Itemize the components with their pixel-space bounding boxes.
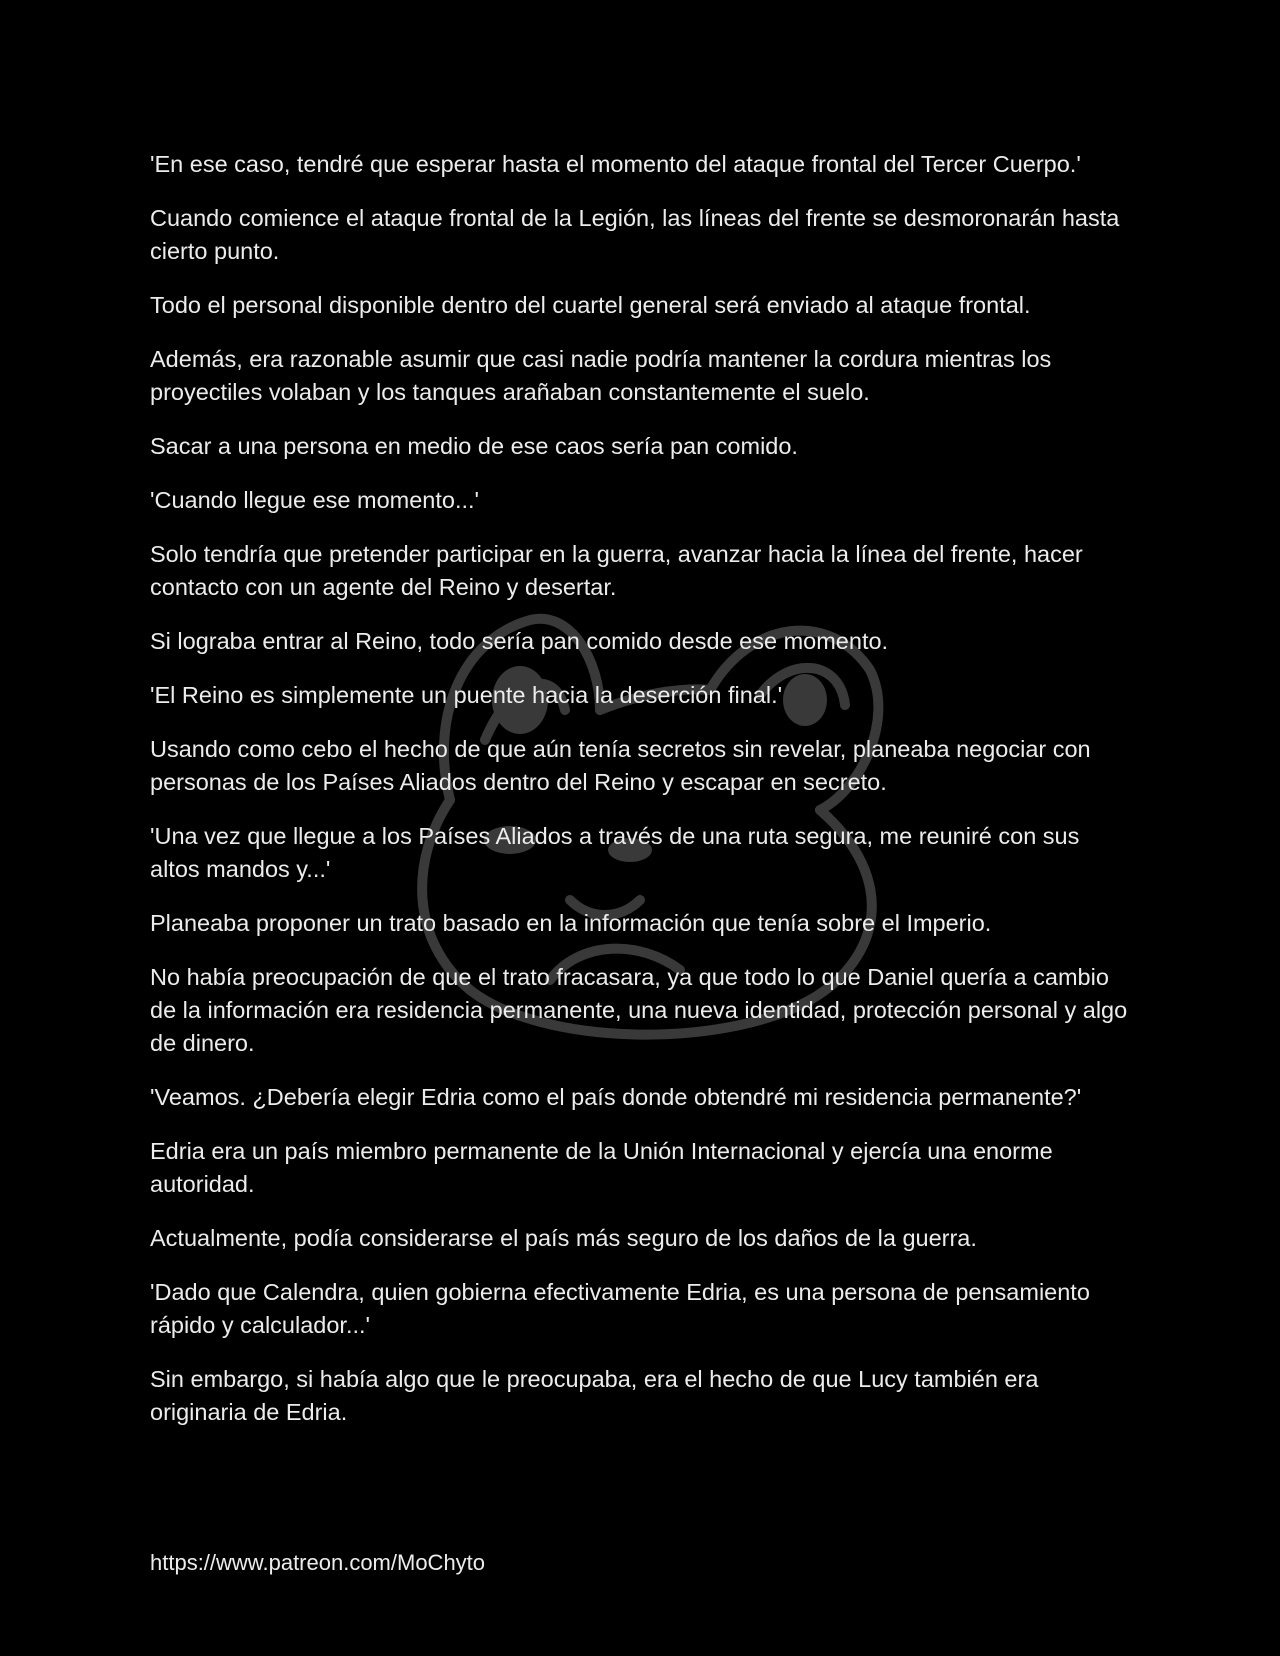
paragraph: Todo el personal disponible dentro del cuartel general será enviado al ataque frontal.: [150, 292, 1031, 318]
document-body: [150, 148, 1130, 1450]
paragraph: Planeaba proponer un trato basado en la información que tenía sobre el Imperio.: [150, 910, 992, 936]
paragraph: Usando como cebo el hecho de que aún tenía secretos sin revelar, planeaba negociar con personas de los Países Aliados dentro del Reino y escapar en secreto.: [150, 736, 1091, 795]
paragraph: 'Dado que Calendra, quien gobierna efectivamente Edria, es una persona de pensamiento rápido y calculador...': [150, 1279, 1090, 1338]
paragraph: 'Cuando llegue ese momento...': [150, 487, 480, 513]
paragraph: Solo tendría que pretender participar en la guerra, avanzar hacia la línea del frente, hacer contacto con un agente del Reino y desertar.: [150, 541, 1083, 600]
paragraph: Sacar a una persona en medio de ese caos sería pan comido.: [150, 433, 798, 459]
paragraph: Actualmente, podía considerarse el país más seguro de los daños de la guerra.: [150, 1225, 977, 1251]
patreon-link[interactable]: https://www.patreon.com/MoChyto: [150, 1550, 486, 1575]
paragraph: Edria era un país miembro permanente de la Unión Internacional y ejercía una enorme autoridad.: [150, 1138, 1053, 1197]
paragraph: Sin embargo, si había algo que le preocupaba, era el hecho de que Lucy también era originaria de Edria.: [150, 1366, 1039, 1425]
paragraph: Además, era razonable asumir que casi nadie podría mantener la cordura mientras los proyectiles volaban y los tanques arañaban constantemente el suelo.: [150, 346, 1052, 405]
paragraph: 'Veamos. ¿Debería elegir Edria como el país donde obtendré mi residencia permanente?': [150, 1084, 1082, 1110]
paragraph: 'En ese caso, tendré que esperar hasta el momento del ataque frontal del Tercer Cuerpo.': [150, 151, 1081, 177]
paragraph: 'Una vez que llegue a los Países Aliados a través de una ruta segura, me reuniré con sus altos mandos y...': [150, 823, 1080, 882]
paragraph: No había preocupación de que el trato fracasara, ya que todo lo que Daniel quería a cambio de la información era residencia permanente, una nueva identidad, protección personal y algo de dinero.: [150, 964, 1128, 1056]
paragraph: Cuando comience el ataque frontal de la Legión, las líneas del frente se desmoronarán hasta cierto punto.: [150, 205, 1120, 264]
paragraph: Si lograba entrar al Reino, todo sería pan comido desde ese momento.: [150, 628, 889, 654]
paragraph: 'El Reino es simplemente un puente hacia la deserción final.': [150, 682, 783, 708]
